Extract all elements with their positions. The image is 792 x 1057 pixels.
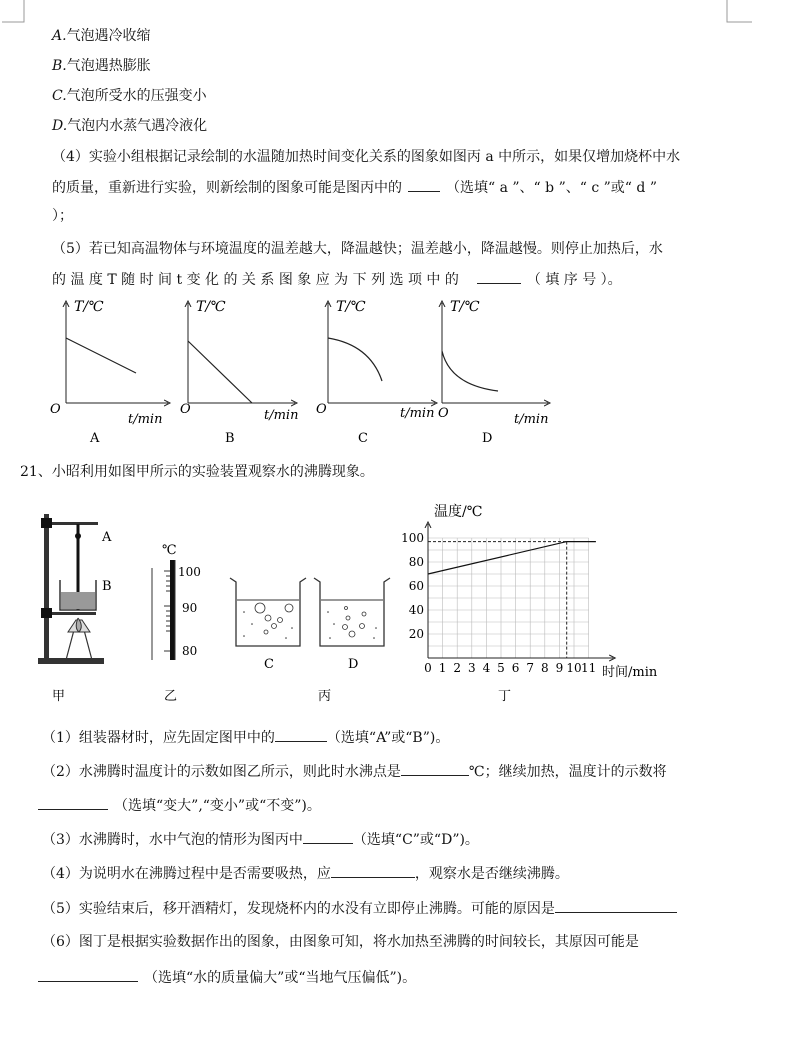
chart-y-ticks bbox=[401, 531, 424, 641]
chart-series-line bbox=[428, 542, 596, 574]
question-6-blank[interactable] bbox=[38, 967, 138, 982]
q4-answer-blank[interactable] bbox=[408, 177, 440, 192]
option-a: A.气泡遇冷收缩 bbox=[52, 28, 151, 44]
q5-line2: 的 温 度 T 随 时 间 t 变 化 的 关 系 图 象 应 为 下 列 选 项 中 的 （ 填 序 号 ）。 bbox=[52, 269, 622, 289]
apparatus-figure bbox=[30, 500, 400, 710]
label-a: A bbox=[102, 530, 112, 545]
graph-d-curve bbox=[442, 351, 498, 391]
graph-c-origin: O bbox=[316, 402, 327, 417]
question-3: （3）水沸腾时，水中气泡的情形为图丙中 （选填“C”或“D”)。 bbox=[42, 829, 479, 849]
caption-ding: 丁 bbox=[498, 689, 512, 704]
chart-x-tick-label: 11 bbox=[580, 661, 597, 675]
question-6-cont: （选填“水的质量偏大”或“当地气压偏低”)。 bbox=[38, 967, 416, 987]
graph-b-origin: O bbox=[180, 402, 191, 417]
chart-y-tick-label: 40 bbox=[408, 603, 424, 617]
beaker-c-label: C bbox=[264, 657, 274, 672]
thermo-tick-90: 90 bbox=[182, 601, 198, 615]
thermo-tick-100: 100 bbox=[178, 565, 201, 579]
graph-c-curve bbox=[328, 338, 382, 381]
chart-x-tick-label: 0 bbox=[424, 661, 432, 675]
question-2-blank-a[interactable] bbox=[401, 761, 469, 776]
label-b: B bbox=[102, 579, 112, 594]
question-4-blank[interactable] bbox=[331, 863, 415, 878]
graph-b-label: B bbox=[225, 431, 235, 446]
temperature-time-chart bbox=[398, 496, 668, 706]
iron-stand bbox=[38, 514, 112, 704]
beaker-c bbox=[230, 578, 306, 672]
page-corner-marks bbox=[0, 0, 792, 30]
chart-reference-lines bbox=[428, 542, 567, 658]
graph-d-label: D bbox=[482, 431, 493, 446]
graph-b-xlabel: t/min bbox=[264, 408, 299, 423]
graph-b bbox=[180, 299, 298, 446]
chart-x-tick-label: 10 bbox=[566, 661, 582, 675]
question-5: （5）实验结束后，移开酒精灯，发现烧杯内的水没有立即停止沸腾。可能的原因是 bbox=[42, 898, 677, 918]
chart-xlabel: 时间/min bbox=[602, 665, 658, 680]
chart-y-tick-label: 100 bbox=[401, 531, 424, 545]
caption-yi: 乙 bbox=[164, 689, 178, 704]
graph-a-xlabel: t/min bbox=[128, 412, 163, 427]
chart-grid bbox=[428, 538, 589, 658]
graph-d-ylabel: T/℃ bbox=[450, 299, 480, 315]
graph-c bbox=[316, 299, 435, 446]
beaker-d-label: D bbox=[348, 657, 359, 672]
question-3-blank[interactable] bbox=[303, 829, 353, 844]
q4-line1: （4）实验小组根据记录绘制的水温随加热时间变化关系的图象如图丙 a 中所示，如果仅增加烧杯中水 bbox=[52, 149, 681, 165]
option-d: D.气泡内水蒸气遇冷液化 bbox=[52, 118, 208, 134]
caption-jia: 甲 bbox=[52, 689, 66, 704]
chart-x-tick-label: 2 bbox=[453, 661, 462, 675]
graph-a-ylabel: T/℃ bbox=[74, 299, 104, 315]
graph-a-curve bbox=[66, 338, 136, 373]
chart-x-tick-label: 3 bbox=[467, 661, 476, 675]
chart-x-tick-label: 9 bbox=[555, 661, 564, 675]
chart-x-tick-label: 6 bbox=[511, 661, 520, 675]
chart-x-tick-label: 7 bbox=[526, 661, 535, 675]
graph-d bbox=[438, 299, 548, 446]
chart-x-tick-label: 5 bbox=[497, 661, 505, 675]
chart-y-tick-label: 20 bbox=[408, 627, 424, 641]
caption-bing: 丙 bbox=[318, 689, 332, 704]
graph-c-xlabel: t/min bbox=[400, 406, 435, 421]
chart-ylabel: 温度/℃ bbox=[434, 504, 483, 520]
question-5-blank[interactable] bbox=[555, 898, 677, 913]
thermo-unit: ℃ bbox=[162, 543, 177, 558]
chart-y-tick-label: 80 bbox=[408, 555, 424, 569]
beaker-d bbox=[314, 578, 390, 704]
graph-b-curve bbox=[188, 341, 252, 403]
cooling-graphs bbox=[40, 293, 570, 448]
chart-x-tick-label: 1 bbox=[438, 661, 447, 675]
q4-line2: 的质量，重新进行实验，则新绘制的图象可能是图丙中的 （选填“ a ”、“ b ”、“ c ”或“ d ” bbox=[52, 177, 657, 197]
q5-answer-blank[interactable] bbox=[477, 269, 521, 284]
chart-y-tick-label: 60 bbox=[408, 579, 424, 593]
question-4: （4）为说明水在沸腾过程中是否需要吸热，应 ，观察水是否继续沸腾。 bbox=[42, 863, 569, 883]
graph-a-label: A bbox=[90, 431, 100, 446]
q21-title: 21、小昭利用如图甲所示的实验装置观察水的沸腾现象。 bbox=[20, 464, 374, 480]
chart-x-tick-label: 8 bbox=[540, 661, 549, 675]
question-2: （2）水沸腾时温度计的示数如图乙所示，则此时水沸点是 ℃；继续加热，温度计的示数将 bbox=[42, 761, 667, 781]
option-c: C.气泡所受水的压强变小 bbox=[52, 88, 207, 104]
q4-line3: ）； bbox=[52, 208, 73, 224]
graph-d-xlabel: t/min bbox=[514, 412, 549, 427]
question-1: （1）组装器材时，应先固定图甲中的 （选填“A”或“B”)。 bbox=[42, 727, 449, 747]
option-b: B.气泡遇热膨胀 bbox=[52, 58, 151, 74]
q5-line1: （5）若已知高温物体与环境温度的温差越大，降温越快；温差越小，降温越慢。则停止加热后，水 bbox=[52, 241, 663, 257]
graph-c-label: C bbox=[358, 431, 368, 446]
question-2-blank-b[interactable] bbox=[38, 795, 108, 810]
question-6: （6）图丁是根据实验数据作出的图象，由图象可知，将水加热至沸腾的时间较长，其原因可能是 bbox=[42, 934, 639, 950]
graph-c-ylabel: T/℃ bbox=[336, 299, 366, 315]
graph-a-origin: O bbox=[50, 402, 61, 417]
question-2-cont: （选填“变大”,“变小”或“不变”)。 bbox=[38, 795, 321, 815]
thermometer bbox=[152, 543, 201, 704]
chart-x-ticks bbox=[424, 661, 596, 675]
chart-x-tick-label: 4 bbox=[482, 661, 491, 675]
graph-a bbox=[50, 299, 168, 446]
graph-d-origin: O bbox=[438, 406, 449, 421]
question-1-blank[interactable] bbox=[275, 727, 327, 742]
thermo-tick-80: 80 bbox=[182, 644, 198, 658]
graph-b-ylabel: T/℃ bbox=[196, 299, 226, 315]
